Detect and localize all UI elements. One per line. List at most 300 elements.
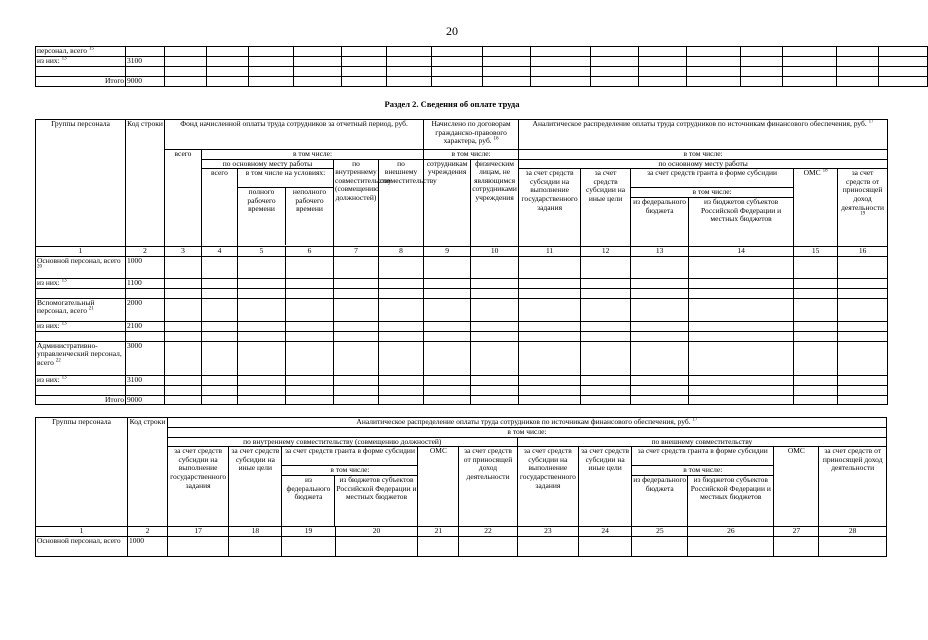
data-cell[interactable]: [591, 47, 639, 57]
data-cell[interactable]: [689, 288, 794, 298]
data-cell[interactable]: [639, 67, 687, 77]
data-cell[interactable]: [424, 298, 471, 321]
data-cell[interactable]: [471, 321, 519, 331]
data-cell[interactable]: [165, 395, 202, 405]
data-cell[interactable]: [294, 57, 342, 67]
data-cell[interactable]: [418, 536, 459, 556]
data-cell[interactable]: [689, 341, 794, 375]
data-cell[interactable]: [165, 331, 202, 341]
data-cell[interactable]: [689, 385, 794, 395]
data-cell[interactable]: [688, 536, 774, 556]
table-row: [36, 288, 888, 298]
header-subsidy-task: за счет средств субсидии на выполнение государственного задания: [167, 447, 228, 527]
header-main-job: по основному месту работы: [202, 159, 334, 169]
row-label: из них: $^{13}$: [36, 57, 126, 67]
data-cell[interactable]: [342, 67, 387, 77]
data-cell[interactable]: [687, 57, 741, 67]
data-cell[interactable]: [471, 385, 519, 395]
data-cell[interactable]: [334, 288, 379, 298]
data-cell[interactable]: [387, 57, 432, 67]
data-cell[interactable]: [531, 47, 591, 57]
row-code: 2100: [126, 321, 165, 331]
data-cell[interactable]: [794, 256, 838, 278]
top-table-fragment: [35, 46, 928, 87]
data-cell[interactable]: [794, 278, 838, 288]
data-cell[interactable]: [424, 341, 471, 375]
column-number: 2: [126, 247, 165, 257]
data-cell[interactable]: [165, 57, 207, 67]
data-cell[interactable]: [238, 298, 286, 321]
data-cell[interactable]: [689, 331, 794, 341]
column-number: 1: [36, 527, 128, 537]
data-cell[interactable]: [581, 375, 631, 385]
data-cell[interactable]: [689, 298, 794, 321]
data-cell[interactable]: [519, 278, 581, 288]
data-cell[interactable]: [519, 375, 581, 385]
data-cell[interactable]: [424, 321, 471, 331]
data-cell[interactable]: [432, 57, 483, 67]
data-cell[interactable]: [379, 331, 424, 341]
column-number: 15: [794, 247, 838, 257]
header-total: всего: [202, 169, 238, 247]
data-cell[interactable]: [838, 288, 888, 298]
data-cell[interactable]: [229, 536, 282, 556]
column-number: 6: [286, 247, 334, 257]
data-cell[interactable]: [207, 77, 249, 87]
column-number: 12: [581, 247, 631, 257]
data-cell[interactable]: [483, 67, 531, 77]
header-individuals: физическим лицам, не являющимся сотрудниками учреждения: [471, 159, 519, 247]
header-groups: Группы персонала: [36, 120, 126, 247]
data-cell[interactable]: [531, 67, 591, 77]
header-oms: ОМС: [418, 447, 459, 527]
table-row: [36, 385, 888, 395]
data-cell[interactable]: [483, 57, 531, 67]
data-cell[interactable]: [591, 77, 639, 87]
row-label: Итого: [36, 77, 126, 87]
row-code: 9000: [126, 395, 165, 405]
row-label: Основной персонал, всего: [36, 536, 128, 556]
data-cell[interactable]: [342, 77, 387, 87]
data-cell[interactable]: [286, 278, 334, 288]
data-cell[interactable]: [432, 47, 483, 57]
data-cell[interactable]: [783, 67, 837, 77]
column-number: 20: [335, 527, 418, 537]
column-number: 14: [689, 247, 794, 257]
data-cell[interactable]: [631, 321, 689, 331]
row-label: [36, 67, 126, 77]
data-cell[interactable]: [387, 67, 432, 77]
data-cell[interactable]: [519, 331, 581, 341]
data-cell[interactable]: [286, 321, 334, 331]
data-cell[interactable]: [334, 385, 379, 395]
data-cell[interactable]: [631, 375, 689, 385]
data-cell[interactable]: [639, 57, 687, 67]
data-cell[interactable]: [424, 278, 471, 288]
data-cell[interactable]: [379, 395, 424, 405]
data-cell[interactable]: [837, 77, 879, 87]
data-cell[interactable]: [387, 47, 432, 57]
row-code: [126, 47, 165, 57]
data-cell[interactable]: [238, 288, 286, 298]
data-cell[interactable]: [631, 395, 689, 405]
data-cell[interactable]: [165, 77, 207, 87]
data-cell[interactable]: [838, 375, 888, 385]
data-cell[interactable]: [334, 278, 379, 288]
data-cell[interactable]: [581, 341, 631, 375]
data-cell[interactable]: [238, 395, 286, 405]
data-cell[interactable]: [165, 288, 202, 298]
data-cell[interactable]: [631, 278, 689, 288]
data-cell[interactable]: [687, 77, 741, 87]
row-label: персонал, всего $^{15}$: [36, 47, 126, 57]
data-cell[interactable]: [837, 47, 879, 57]
row-label: из них: $^{13}$: [36, 375, 126, 385]
data-cell[interactable]: [838, 321, 888, 331]
data-cell[interactable]: [838, 256, 888, 278]
data-cell[interactable]: [432, 77, 483, 87]
data-cell[interactable]: [639, 47, 687, 57]
header-subsidy-other: за счет средств субсидии на иные цели: [229, 447, 282, 527]
data-cell[interactable]: [879, 57, 928, 67]
data-cell[interactable]: [334, 341, 379, 375]
data-cell[interactable]: [379, 385, 424, 395]
row-label: Итого: [36, 395, 126, 405]
data-cell[interactable]: [165, 278, 202, 288]
data-cell[interactable]: [631, 385, 689, 395]
data-cell[interactable]: [379, 256, 424, 278]
data-cell[interactable]: [424, 385, 471, 395]
data-cell[interactable]: [294, 67, 342, 77]
header-subsidy-other: за счет средств субсидии на иные цели: [579, 447, 632, 527]
data-cell[interactable]: [165, 47, 207, 57]
data-cell[interactable]: [631, 331, 689, 341]
data-cell[interactable]: [165, 67, 207, 77]
data-cell[interactable]: [531, 57, 591, 67]
row-label: Основной персонал, всего $^{20}$: [36, 256, 126, 278]
data-cell[interactable]: [334, 256, 379, 278]
data-cell[interactable]: [202, 331, 238, 341]
column-number: 8: [379, 247, 424, 257]
column-number: 13: [631, 247, 689, 257]
data-cell[interactable]: [783, 77, 837, 87]
data-cell[interactable]: [207, 67, 249, 77]
row-label: [36, 288, 126, 298]
column-number: 16: [838, 247, 888, 257]
data-cell[interactable]: [741, 67, 783, 77]
row-code: 9000: [126, 77, 165, 87]
header-grant: за счет средств гранта в форме субсидии в том числе: из федерального бюджета из бюджетов субъектов Российской Федерации и местных бюджетов: [631, 169, 794, 247]
data-cell[interactable]: [519, 288, 581, 298]
row-code: 3100: [126, 375, 165, 385]
data-cell[interactable]: [286, 256, 334, 278]
data-cell[interactable]: [286, 288, 334, 298]
data-cell[interactable]: [202, 256, 238, 278]
data-cell[interactable]: [483, 47, 531, 57]
data-cell[interactable]: [689, 375, 794, 385]
data-cell[interactable]: [794, 331, 838, 341]
data-cell[interactable]: [167, 536, 228, 556]
data-cell[interactable]: [581, 298, 631, 321]
column-number: 27: [774, 527, 819, 537]
data-cell[interactable]: [581, 331, 631, 341]
header-analytic: Аналитическое распределение оплаты труда сотрудников по источникам финансового обеспечения, руб. $^{17}$: [519, 120, 888, 150]
data-cell[interactable]: [879, 67, 928, 77]
data-cell[interactable]: [837, 57, 879, 67]
row-label: из них: $^{13}$: [36, 278, 126, 288]
row-label: [36, 385, 126, 395]
data-cell[interactable]: [424, 331, 471, 341]
column-number: 2: [128, 527, 168, 537]
table-row: [36, 321, 888, 331]
data-cell[interactable]: [249, 67, 294, 77]
header-code: Код строки: [128, 418, 168, 527]
data-cell[interactable]: [519, 385, 581, 395]
data-cell[interactable]: [379, 321, 424, 331]
data-cell[interactable]: [581, 256, 631, 278]
row-label: [36, 331, 126, 341]
data-cell[interactable]: [379, 375, 424, 385]
column-number: 24: [579, 527, 632, 537]
table-row: [36, 375, 888, 385]
data-cell[interactable]: [165, 298, 202, 321]
data-cell[interactable]: [471, 375, 519, 385]
header-oms: ОМС: [774, 447, 819, 527]
row-code: 3000: [126, 341, 165, 375]
section-title: Раздел 2. Сведения об оплате труда: [384, 99, 520, 109]
data-cell[interactable]: [838, 278, 888, 288]
data-cell[interactable]: [838, 385, 888, 395]
data-cell[interactable]: [519, 341, 581, 375]
data-cell[interactable]: [238, 385, 286, 395]
table-row: [36, 77, 928, 87]
data-cell[interactable]: [794, 385, 838, 395]
data-cell[interactable]: [471, 331, 519, 341]
data-cell[interactable]: [519, 395, 581, 405]
data-cell[interactable]: [794, 341, 838, 375]
data-cell[interactable]: [591, 57, 639, 67]
data-cell[interactable]: [794, 298, 838, 321]
data-cell[interactable]: [286, 298, 334, 321]
data-cell[interactable]: [519, 256, 581, 278]
data-cell[interactable]: [783, 47, 837, 57]
data-cell[interactable]: [379, 278, 424, 288]
data-cell[interactable]: [294, 77, 342, 87]
header-analytic: Аналитическое распределение оплаты труда сотрудников по источникам финансового обеспечения, руб. $^{17}$: [167, 418, 886, 428]
header-income: за счет средств от приносящей доход деятельности $^{19}$: [838, 169, 888, 247]
header-fund: Фонд начисленной оплаты труда сотрудников за отчетный период, руб.: [165, 120, 424, 150]
data-cell[interactable]: [471, 395, 519, 405]
data-cell[interactable]: [334, 321, 379, 331]
data-cell[interactable]: [334, 395, 379, 405]
header-employees: сотрудникам учреждения: [424, 159, 471, 247]
data-cell[interactable]: [631, 298, 689, 321]
data-cell[interactable]: [202, 385, 238, 395]
wage-table: [35, 119, 888, 405]
data-cell[interactable]: [424, 256, 471, 278]
header-main-job: по основному месту работы: [519, 159, 888, 169]
header-groups: Группы персонала: [36, 418, 128, 527]
data-cell[interactable]: [879, 47, 928, 57]
table-row: [36, 47, 928, 57]
data-cell[interactable]: [689, 278, 794, 288]
header-internal: по внутреннему совместительству (совмещению должностей): [334, 159, 379, 247]
data-cell[interactable]: [238, 278, 286, 288]
header-subsidy-other: за счет средств субсидии на иные цели: [581, 169, 631, 247]
row-code: [126, 331, 165, 341]
row-label: Административно-управленческий персонал, всего $^{22}$: [36, 341, 126, 375]
column-number: 11: [519, 247, 581, 257]
data-cell[interactable]: [334, 375, 379, 385]
data-cell[interactable]: [579, 536, 632, 556]
data-cell[interactable]: [282, 536, 335, 556]
data-cell[interactable]: [838, 298, 888, 321]
data-cell[interactable]: [165, 375, 202, 385]
header-internal: по внутреннему совместительству (совмещению должностей): [167, 437, 517, 447]
data-cell[interactable]: [424, 395, 471, 405]
data-cell[interactable]: [202, 298, 238, 321]
data-cell[interactable]: [631, 256, 689, 278]
data-cell[interactable]: [387, 77, 432, 87]
data-cell[interactable]: [379, 298, 424, 321]
data-cell[interactable]: [165, 341, 202, 375]
data-cell[interactable]: [459, 536, 517, 556]
data-cell[interactable]: [519, 298, 581, 321]
data-cell[interactable]: [202, 278, 238, 288]
data-cell[interactable]: [202, 288, 238, 298]
data-cell[interactable]: [689, 256, 794, 278]
data-cell[interactable]: [471, 341, 519, 375]
header-external: по внешнему совместительству: [379, 159, 424, 247]
data-cell[interactable]: [581, 395, 631, 405]
data-cell[interactable]: [517, 536, 578, 556]
data-cell[interactable]: [334, 331, 379, 341]
data-cell[interactable]: [837, 67, 879, 77]
data-cell[interactable]: [249, 77, 294, 87]
data-cell[interactable]: [165, 256, 202, 278]
row-code: [126, 288, 165, 298]
data-cell[interactable]: [741, 57, 783, 67]
data-cell[interactable]: [207, 57, 249, 67]
data-cell[interactable]: [783, 57, 837, 67]
data-cell[interactable]: [471, 256, 519, 278]
header-conditions: в том числе на условиях: полного рабочего времени неполного рабочего времени: [238, 169, 334, 247]
data-cell[interactable]: [334, 298, 379, 321]
data-cell[interactable]: [581, 321, 631, 331]
data-cell[interactable]: [238, 341, 286, 375]
data-cell[interactable]: [286, 385, 334, 395]
data-cell[interactable]: [286, 375, 334, 385]
data-cell[interactable]: [342, 47, 387, 57]
data-cell[interactable]: [249, 47, 294, 57]
header-income: за счет средств от приносящей доход деятельности: [459, 447, 517, 527]
data-cell[interactable]: [531, 77, 591, 87]
data-cell[interactable]: [286, 331, 334, 341]
column-number: 1: [36, 247, 126, 257]
row-code: 1100: [126, 278, 165, 288]
data-cell[interactable]: [819, 536, 887, 556]
data-cell[interactable]: [294, 47, 342, 57]
data-cell[interactable]: [471, 288, 519, 298]
data-cell[interactable]: [471, 278, 519, 288]
data-cell[interactable]: [238, 256, 286, 278]
page-number: 20: [446, 24, 458, 38]
data-cell[interactable]: [687, 67, 741, 77]
data-cell[interactable]: [631, 341, 689, 375]
data-cell[interactable]: [202, 321, 238, 331]
data-cell[interactable]: [379, 288, 424, 298]
data-cell[interactable]: [581, 288, 631, 298]
data-cell[interactable]: [794, 375, 838, 385]
data-cell[interactable]: [631, 288, 689, 298]
data-cell[interactable]: [286, 395, 334, 405]
column-number: 22: [459, 527, 517, 537]
analytic-table: [35, 417, 887, 557]
data-cell[interactable]: [249, 57, 294, 67]
data-cell[interactable]: [591, 67, 639, 77]
data-cell[interactable]: [238, 321, 286, 331]
data-cell[interactable]: [335, 536, 418, 556]
row-label: Вспомогательный персонал, всего $^{21}$: [36, 298, 126, 321]
data-cell[interactable]: [207, 47, 249, 57]
data-cell[interactable]: [165, 321, 202, 331]
data-cell[interactable]: [794, 321, 838, 331]
data-cell[interactable]: [379, 341, 424, 375]
data-cell[interactable]: [202, 375, 238, 385]
data-cell[interactable]: [639, 77, 687, 87]
data-cell[interactable]: [238, 331, 286, 341]
row-code: 1000: [128, 536, 168, 556]
header-incl: в том числе:: [424, 150, 519, 160]
data-cell[interactable]: [519, 321, 581, 331]
data-cell[interactable]: [794, 288, 838, 298]
data-cell[interactable]: [432, 67, 483, 77]
column-number: 21: [418, 527, 459, 537]
data-cell[interactable]: [286, 341, 334, 375]
data-cell[interactable]: [202, 341, 238, 375]
data-cell[interactable]: [581, 278, 631, 288]
data-cell[interactable]: [879, 77, 928, 87]
data-cell[interactable]: [838, 331, 888, 341]
data-cell[interactable]: [424, 288, 471, 298]
table-row: [36, 536, 887, 556]
data-cell[interactable]: [202, 395, 238, 405]
data-cell[interactable]: [483, 77, 531, 87]
row-code: 3100: [126, 57, 165, 67]
header-grant: за счет средств гранта в форме субсидии в том числе: из федерального бюджета из бюджетов субъектов Российской Федерации и местных бюджетов: [282, 447, 418, 527]
header-subsidy-task: за счет средств субсидии на выполнение государственного задания: [519, 169, 581, 247]
data-cell[interactable]: [741, 47, 783, 57]
data-cell[interactable]: [741, 77, 783, 87]
column-number: 10: [471, 247, 519, 257]
data-cell[interactable]: [238, 375, 286, 385]
data-cell[interactable]: [687, 47, 741, 57]
data-cell[interactable]: [342, 57, 387, 67]
data-cell[interactable]: [689, 321, 794, 331]
data-cell[interactable]: [774, 536, 819, 556]
data-cell[interactable]: [794, 395, 838, 405]
data-cell[interactable]: [632, 536, 688, 556]
data-cell[interactable]: [581, 385, 631, 395]
data-cell[interactable]: [165, 385, 202, 395]
data-cell[interactable]: [424, 375, 471, 385]
data-cell[interactable]: [838, 341, 888, 375]
data-cell[interactable]: [838, 395, 888, 405]
data-cell[interactable]: [689, 395, 794, 405]
data-cell[interactable]: [471, 298, 519, 321]
row-code: 1000: [126, 256, 165, 278]
header-total: всего: [165, 150, 202, 247]
